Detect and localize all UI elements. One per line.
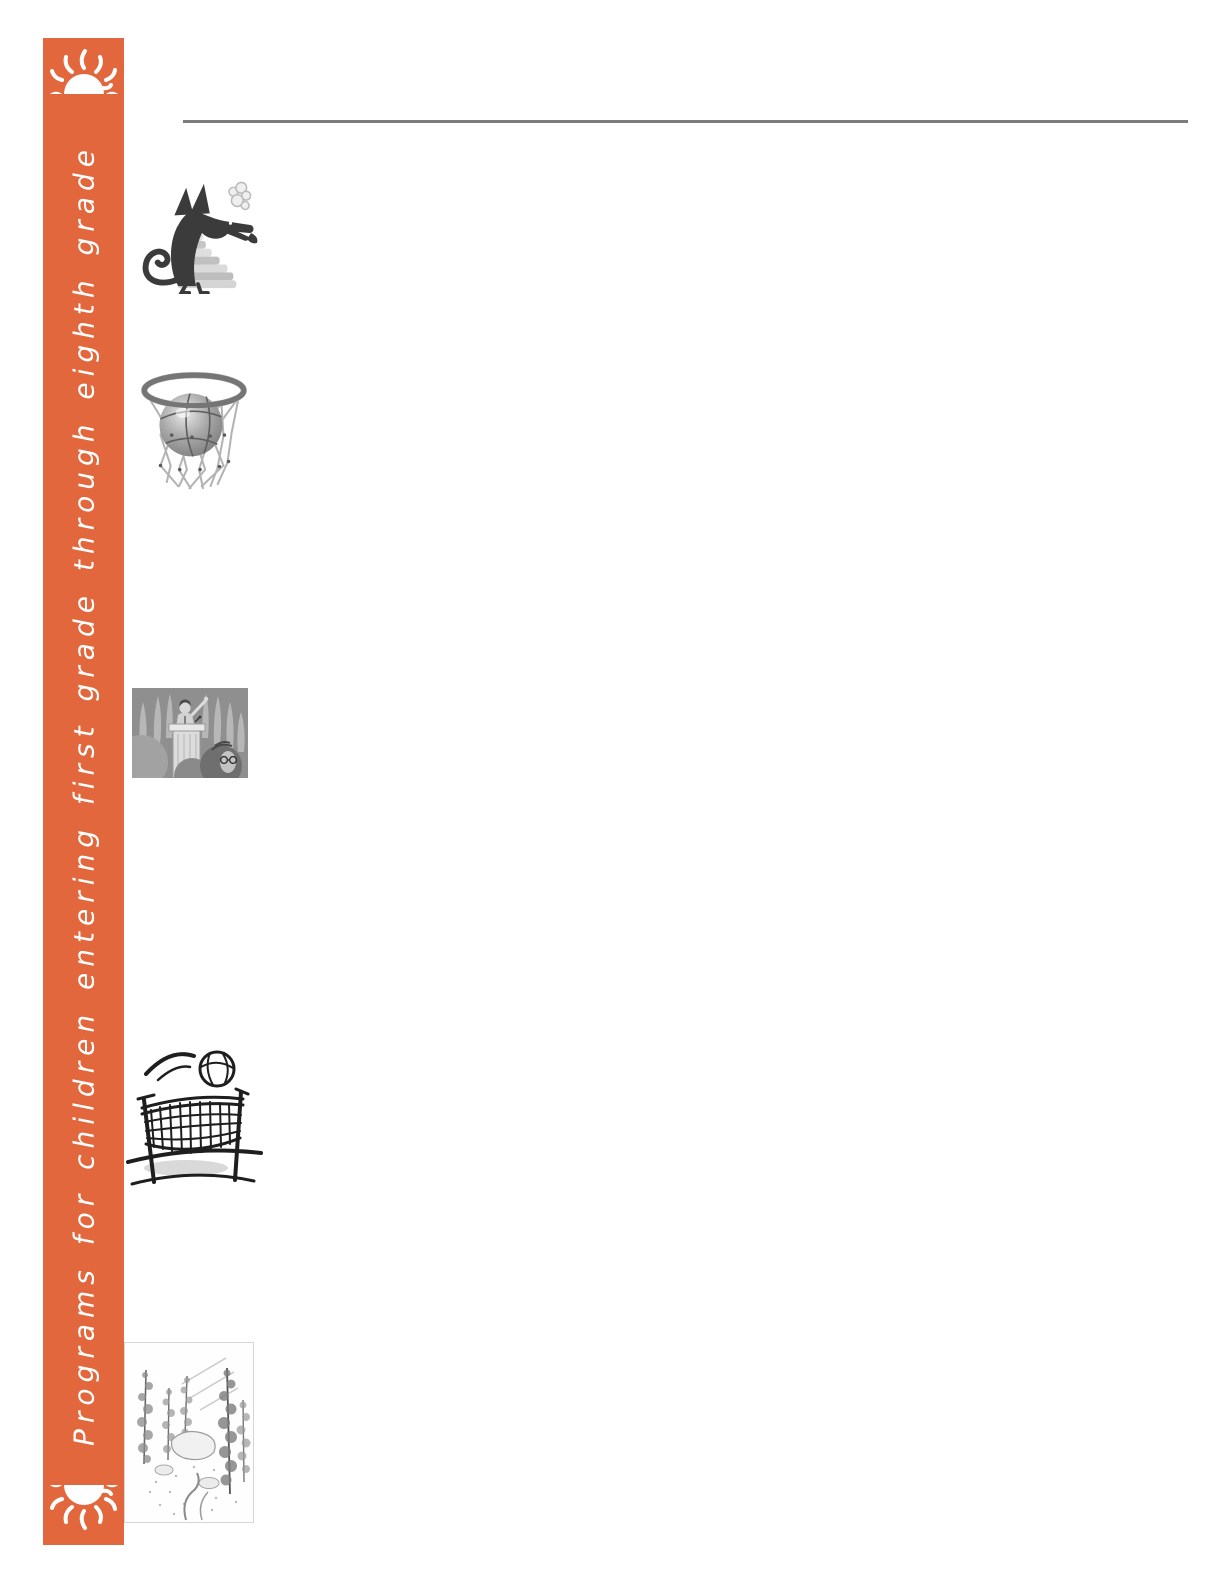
sun-icon <box>50 46 118 100</box>
sun-icon <box>50 1479 118 1533</box>
forest-path-sketch <box>124 1342 254 1523</box>
dragon-clipart <box>130 176 265 294</box>
smoke-puffs <box>229 182 251 209</box>
header-rule <box>183 120 1188 123</box>
sidebar-banner <box>43 38 124 1545</box>
speaker-podium-clipart <box>132 688 248 778</box>
basketball-hoop-clipart <box>139 364 249 496</box>
sidebar-text-zone <box>43 116 124 1473</box>
sidebar-label: Programs for children entering first grade through eighth grade <box>67 143 100 1446</box>
volleyball-net-clipart <box>124 1040 265 1186</box>
ground-shadow <box>144 1160 228 1176</box>
